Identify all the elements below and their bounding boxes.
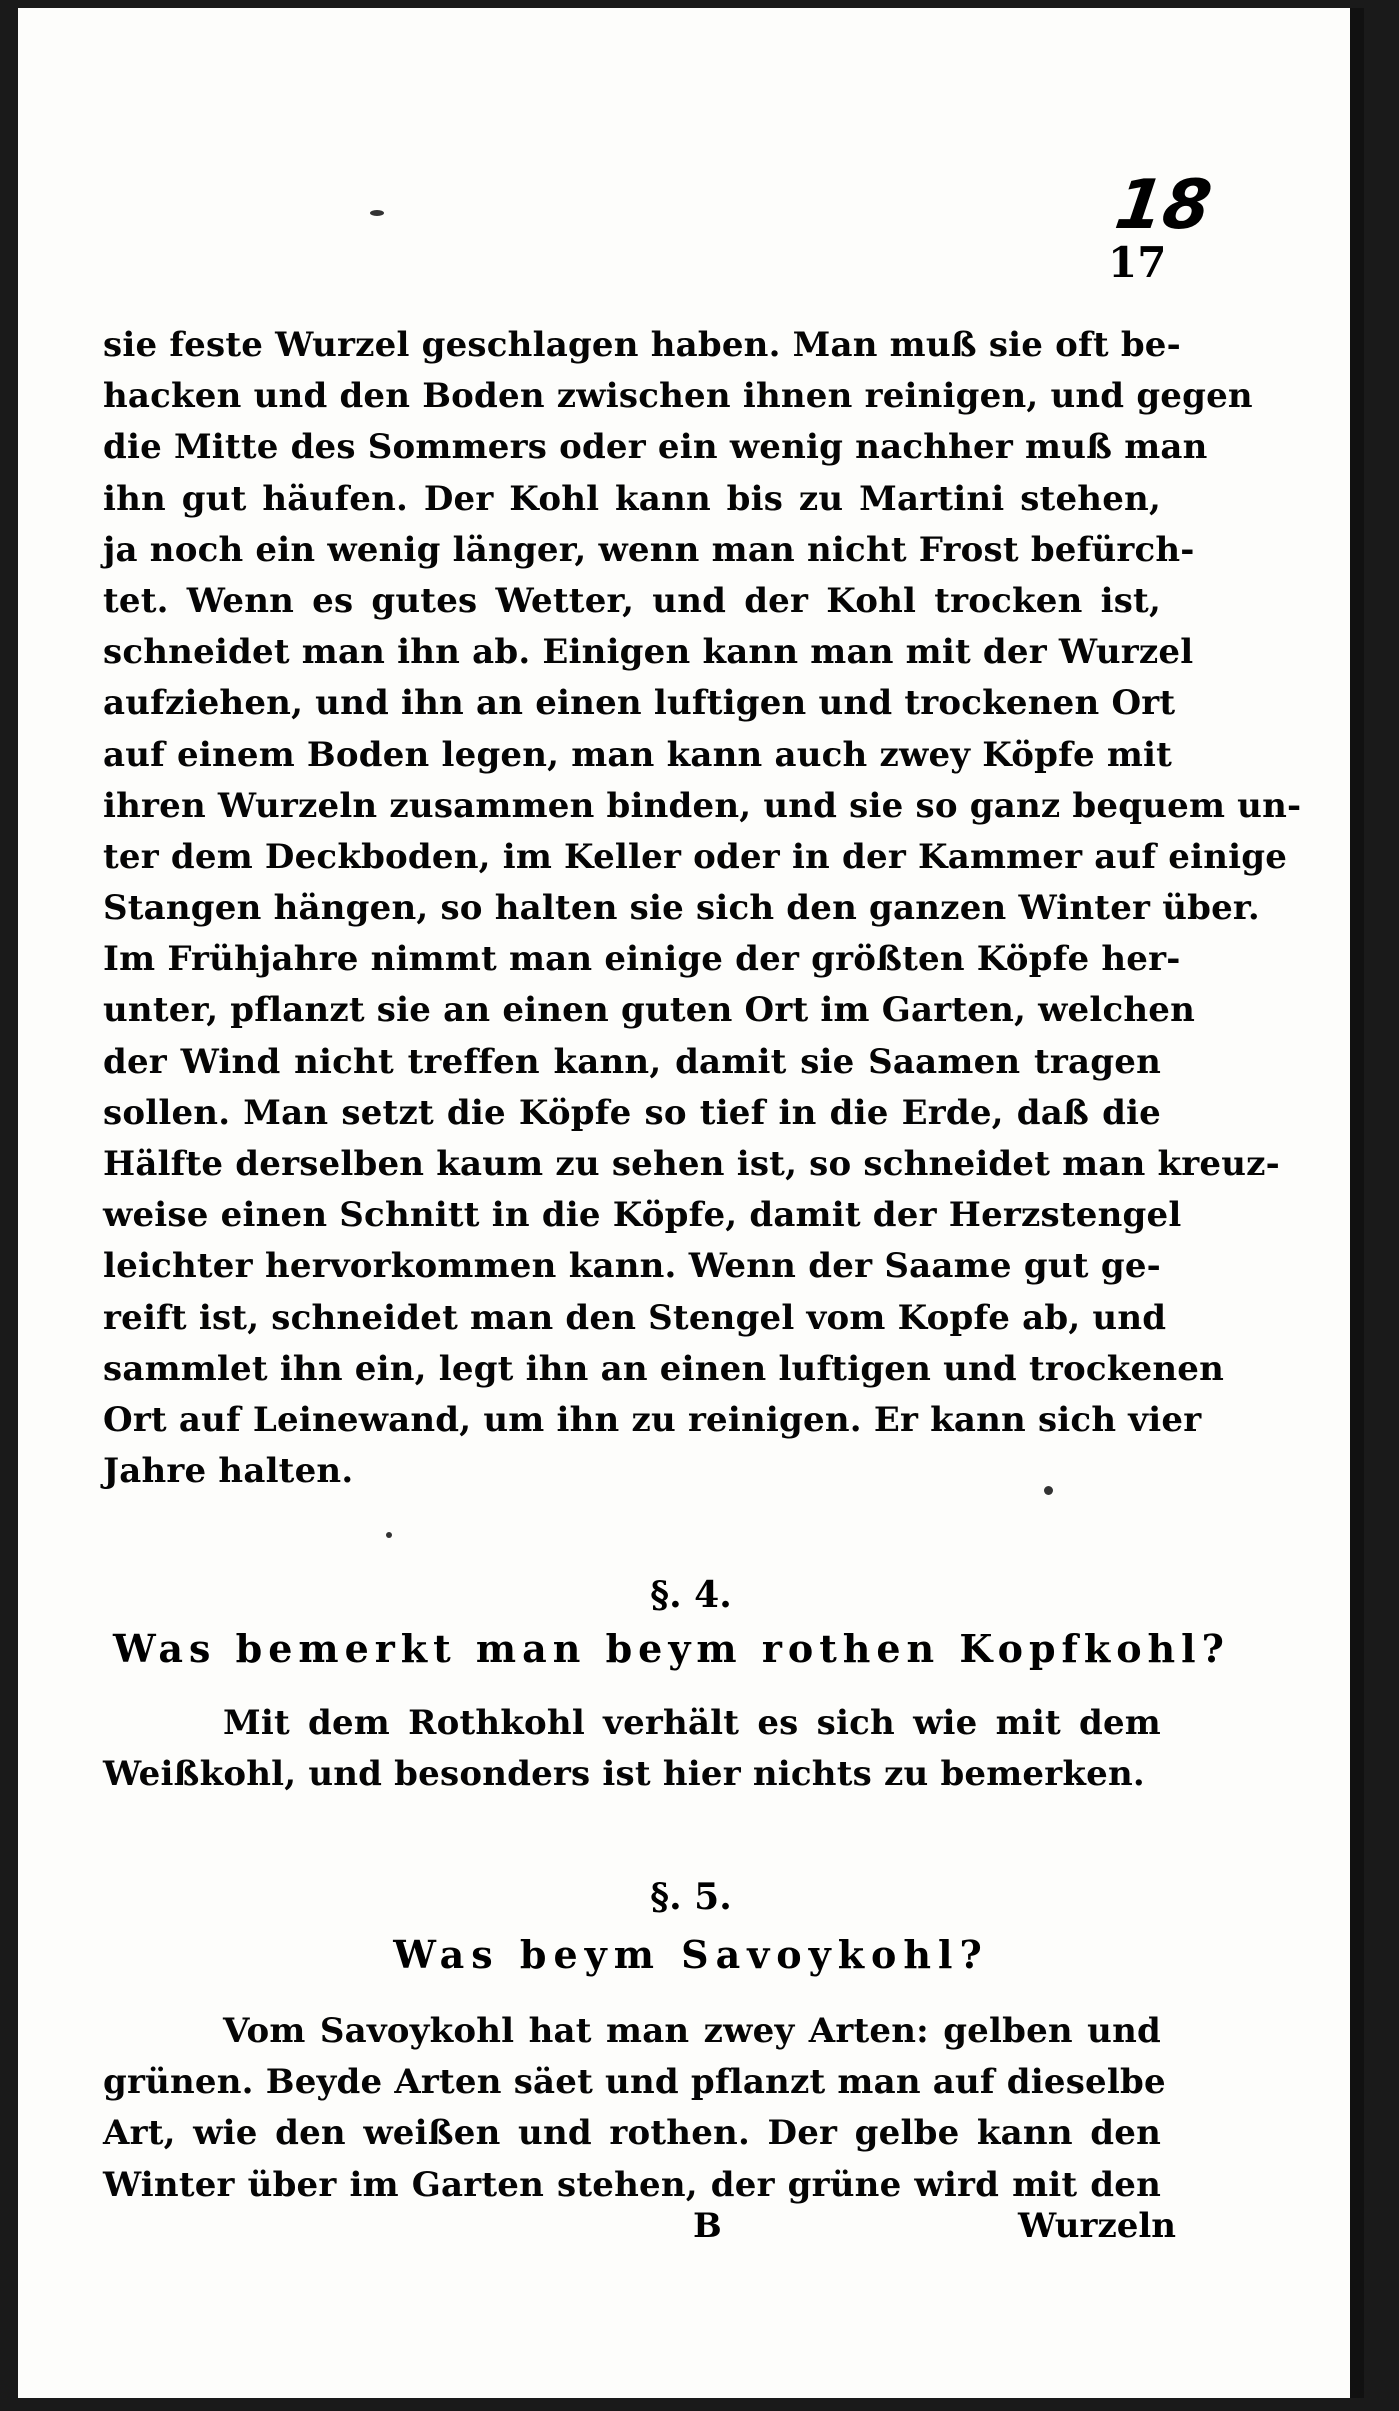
text-line: leichter hervorkommen kann. Wenn der Saame gut ge- <box>103 1246 1161 1287</box>
text-line: die Mitte des Sommers oder ein wenig nachher muß man <box>103 427 1208 468</box>
text-line: ihren Wurzeln zusammen binden, und sie so ganz bequem un- <box>103 785 1302 826</box>
text-line: Art, wie den weißen und rothen. Der gelbe kann den <box>103 2113 1161 2154</box>
section-4-mark: §. 4. <box>650 1574 732 1616</box>
ink-speck <box>386 1532 392 1538</box>
text-line: sammlet ihn ein, legt ihn an einen luftigen und trockenen <box>103 1348 1224 1389</box>
text-line: hacken und den Boden zwischen ihnen reinigen, und gegen <box>103 376 1253 417</box>
printed-page-number: 17 <box>1108 238 1167 287</box>
text-line: unter, pflanzt sie an einen guten Ort im Garten, welchen <box>103 990 1196 1031</box>
text-line: reift ist, schneidet man den Stengel vom Kopfe ab, und <box>103 1297 1167 1338</box>
section-5-heading: Was beym Savoykohl? <box>393 1932 989 1977</box>
text-line: auf einem Boden legen, man kann auch zwey Köpfe mit <box>103 734 1173 775</box>
paragraph-1 <box>103 320 1302 1497</box>
text-line: schneidet man ihn ab. Einigen kann man mit der Wurzel <box>103 632 1194 673</box>
text-line: weise einen Schnitt in die Köpfe, damit der Herzstengel <box>103 1195 1182 1236</box>
section-4-heading: Was bemerkt man beym rothen Kopfkohl? <box>113 1626 1230 1671</box>
text-line: Im Frühjahre nimmt man einige der größten Köpfe her- <box>103 939 1181 980</box>
section-5-mark: §. 5. <box>650 1876 732 1918</box>
text-line: der Wind nicht treffen kann, damit sie Saamen tragen <box>103 1041 1161 1082</box>
ink-speck <box>370 210 384 216</box>
catchword: Wurzeln <box>1018 2206 1177 2246</box>
text-line: Mit dem Rothkohl verhält es sich wie mit dem <box>223 1703 1161 1743</box>
text-line: ja noch ein wenig länger, wenn man nicht Frost befürch- <box>103 529 1195 570</box>
ink-speck <box>1044 1486 1053 1495</box>
section-5-paragraph <box>103 2006 1166 2211</box>
text-line: Stangen hängen, so halten sie sich den ganzen Winter über. <box>103 888 1260 929</box>
text-line: tet. Wenn es gutes Wetter, und der Kohl trocken ist, <box>103 580 1161 621</box>
text-line: ter dem Deckboden, im Keller oder in der Kammer auf einige <box>103 836 1288 877</box>
book-page <box>18 8 1364 2398</box>
handwritten-page-number: 18 <box>1110 166 1217 245</box>
text-line: Jahre halten. <box>103 1451 354 1492</box>
text-line: sie feste Wurzel geschlagen haben. Man muß sie oft be- <box>103 325 1181 365</box>
text-line: aufziehen, und ihn an einen luftigen und trockenen Ort <box>103 683 1176 724</box>
text-line: grünen. Beyde Arten säet und pflanzt man auf dieselbe <box>103 2062 1166 2103</box>
text-line: sollen. Man setzt die Köpfe so tief in die Erde, daß die <box>103 1092 1161 1133</box>
text-line: Ort auf Leinewand, um ihn zu reinigen. Er kann sich vier <box>103 1399 1202 1440</box>
signature-mark: B <box>693 2206 722 2246</box>
section-4-paragraph <box>103 1698 1161 1800</box>
text-line: Hälfte derselben kaum zu sehen ist, so schneidet man kreuz- <box>103 1144 1280 1184</box>
text-line: Weißkohl, und besonders ist hier nichts zu bemerken. <box>103 1754 1145 1795</box>
text-line: ihn gut häufen. Der Kohl kann bis zu Martini stehen, <box>103 478 1161 519</box>
text-line: Winter über im Garten stehen, der grüne wird mit den <box>103 2164 1161 2205</box>
text-line: Vom Savoykohl hat man zwey Arten: gelben und <box>223 2011 1161 2051</box>
